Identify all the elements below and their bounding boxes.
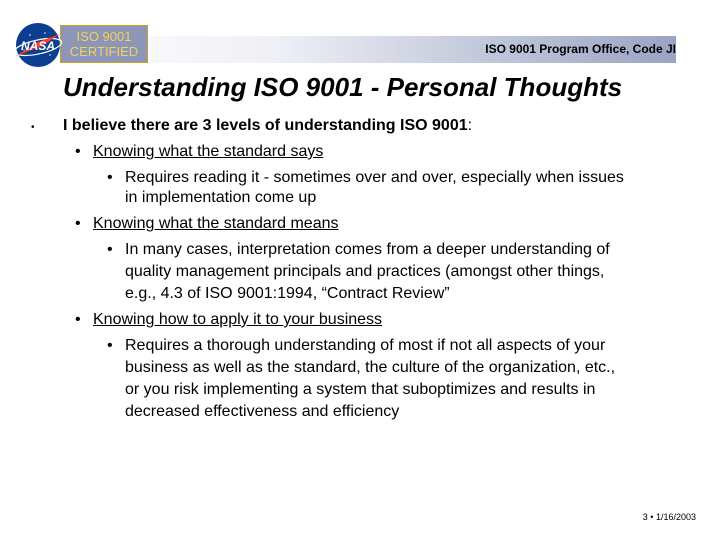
item-2-detail-line-3: e.g., 4.3 of ISO 9001:1994, “Contract Review” bbox=[125, 285, 450, 302]
slide-title: Understanding ISO 9001 - Personal Thoughts bbox=[63, 72, 623, 102]
item-2-detail-line-2: quality management principals and practices (amongst other things, bbox=[125, 263, 605, 280]
item-1-detail-line-2: in implementation come up bbox=[125, 189, 317, 206]
iso-certified-badge bbox=[60, 25, 148, 63]
bullet-item-3-detail: • bbox=[107, 337, 113, 354]
bullet-item-3: • bbox=[75, 311, 81, 328]
item-2-detail-line-1: In many cases, interpretation comes from a deeper understanding of bbox=[125, 241, 610, 258]
level1-statement: I believe there are 3 levels of understanding ISO 9001 bbox=[63, 117, 468, 134]
item-3-heading: Knowing how to apply it to your business bbox=[93, 311, 383, 328]
bullet-item-1: • bbox=[75, 143, 81, 160]
slide-date: 1/16/2003 bbox=[655, 512, 696, 522]
badge-line-2: CERTIFIED bbox=[69, 44, 139, 59]
item-3-detail-line-1: Requires a thorough understanding of most if not all aspects of your bbox=[125, 337, 606, 354]
bullet-item-2: • bbox=[75, 215, 81, 232]
bullet-item-2-detail: • bbox=[107, 241, 113, 258]
item-3-detail-line-3: or you risk implementing a system that suboptimizes and results in bbox=[125, 381, 596, 398]
slide-footer bbox=[643, 512, 696, 522]
level1-text bbox=[63, 116, 472, 135]
item-3-detail-line-4: decreased effectiveness and efficiency bbox=[125, 403, 400, 420]
bullet-item-1-detail: • bbox=[107, 169, 113, 186]
page-number: 3 bbox=[642, 512, 648, 522]
item-1-heading: Knowing what the standard says bbox=[93, 143, 324, 160]
nasa-logo-text: NASA bbox=[20, 39, 56, 53]
item-2-heading: Knowing what the standard means bbox=[93, 215, 339, 232]
badge-line-1: ISO 9001 bbox=[76, 29, 132, 44]
nasa-logo bbox=[12, 22, 64, 68]
item-1-detail-line-1: Requires reading it - sometimes over and over, especially when issues bbox=[125, 169, 624, 186]
level1-colon: : bbox=[467, 117, 473, 134]
bullet-level1: • bbox=[31, 122, 35, 133]
program-office-label: ISO 9001 Program Office, Code JI bbox=[485, 42, 676, 56]
item-3-detail-line-2: business as well as the standard, the culture of the organization, etc., bbox=[125, 359, 616, 376]
footer-separator: • bbox=[650, 512, 654, 522]
